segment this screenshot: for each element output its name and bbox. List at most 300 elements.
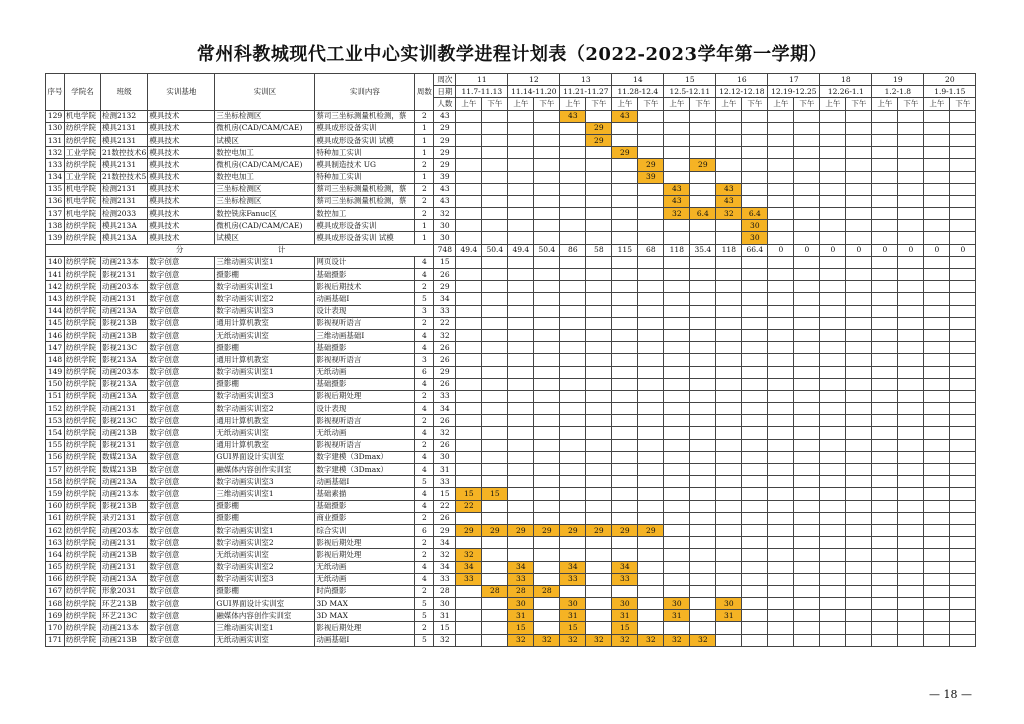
- schedule-cell: [872, 329, 898, 341]
- schedule-cell: [872, 549, 898, 561]
- row-college: 纺织学院: [65, 451, 101, 463]
- schedule-cell: [560, 122, 586, 134]
- schedule-cell: [742, 500, 768, 512]
- row-base: 数字创意: [148, 269, 215, 281]
- schedule-cell: 30: [612, 598, 638, 610]
- row-college: 纺织学院: [65, 232, 101, 244]
- schedule-cell: [560, 549, 586, 561]
- row-base: 数字创意: [148, 390, 215, 402]
- schedule-cell: [742, 366, 768, 378]
- schedule-cell: [664, 269, 690, 281]
- schedule-cell: [872, 208, 898, 220]
- schedule-cell: [638, 256, 664, 268]
- schedule-cell: [586, 317, 612, 329]
- schedule-cell: [638, 378, 664, 390]
- schedule-cell: [950, 500, 976, 512]
- schedule-cell: [872, 232, 898, 244]
- schedule-cell: [638, 317, 664, 329]
- schedule-cell: [872, 451, 898, 463]
- schedule-cell: [482, 622, 508, 634]
- schedule-cell: [638, 561, 664, 573]
- schedule-cell: [742, 524, 768, 536]
- schedule-cell: [508, 171, 534, 183]
- schedule-cell: [872, 403, 898, 415]
- schedule-cell: [898, 317, 924, 329]
- row-base: 数字创意: [148, 524, 215, 536]
- schedule-cell: [846, 159, 872, 171]
- row-class: 检测2033: [101, 208, 148, 220]
- schedule-cell: [664, 585, 690, 597]
- schedule-cell: [716, 537, 742, 549]
- schedule-cell: [924, 378, 950, 390]
- row-weeks: 4: [415, 256, 434, 268]
- row-content: 基础摄影: [315, 500, 415, 512]
- schedule-cell: [950, 622, 976, 634]
- schedule-cell: [508, 390, 534, 402]
- pm-label: 下午: [794, 98, 820, 110]
- schedule-cell: [560, 232, 586, 244]
- schedule-cell: [638, 329, 664, 341]
- schedule-cell: [820, 598, 846, 610]
- schedule-cell: [950, 293, 976, 305]
- schedule-cell: [794, 622, 820, 634]
- schedule-cell: [768, 269, 794, 281]
- schedule-cell: [690, 305, 716, 317]
- schedule-cell: [456, 451, 482, 463]
- schedule-cell: [950, 159, 976, 171]
- schedule-cell: [586, 220, 612, 232]
- schedule-cell: [716, 354, 742, 366]
- schedule-cell: [898, 585, 924, 597]
- schedule-cell: 31: [508, 610, 534, 622]
- schedule-cell: [794, 512, 820, 524]
- row-area: 通用计算机教室: [215, 354, 315, 366]
- schedule-cell: [898, 561, 924, 573]
- schedule-cell: [586, 549, 612, 561]
- schedule-cell: [794, 366, 820, 378]
- row-class: 影视213B: [101, 317, 148, 329]
- schedule-cell: [794, 585, 820, 597]
- schedule-cell: [664, 500, 690, 512]
- schedule-cell: [924, 159, 950, 171]
- row-area: 微机房(CAD/CAM/CAE): [215, 159, 315, 171]
- schedule-cell: [950, 171, 976, 183]
- schedule-cell: 34: [456, 561, 482, 573]
- schedule-cell: [534, 256, 560, 268]
- schedule-cell: [768, 220, 794, 232]
- table-row: [46, 269, 976, 281]
- schedule-cell: [846, 122, 872, 134]
- schedule-cell: [508, 415, 534, 427]
- schedule-cell: [820, 464, 846, 476]
- table-row: [46, 500, 976, 512]
- schedule-cell: [534, 415, 560, 427]
- schedule-cell: [534, 512, 560, 524]
- schedule-cell: [664, 549, 690, 561]
- schedule-cell: [534, 598, 560, 610]
- schedule-cell: [612, 159, 638, 171]
- schedule-cell: [534, 208, 560, 220]
- schedule-cell: [846, 610, 872, 622]
- schedule-cell: [586, 573, 612, 585]
- schedule-cell: [950, 329, 976, 341]
- schedule-cell: [820, 208, 846, 220]
- schedule-cell: [768, 476, 794, 488]
- schedule-cell: [560, 476, 586, 488]
- row-weeks: 2: [415, 159, 434, 171]
- schedule-cell: [534, 451, 560, 463]
- schedule-cell: [508, 512, 534, 524]
- schedule-cell: [612, 366, 638, 378]
- row-base: 数字创意: [148, 342, 215, 354]
- schedule-cell: [482, 378, 508, 390]
- schedule-cell: 32: [664, 634, 690, 646]
- schedule-cell: [794, 122, 820, 134]
- schedule-cell: [820, 451, 846, 463]
- row-seq: 132: [46, 147, 65, 159]
- schedule-cell: [924, 293, 950, 305]
- schedule-cell: [508, 366, 534, 378]
- row-area: 无纸动画实训室: [215, 634, 315, 646]
- schedule-cell: [664, 464, 690, 476]
- row-class: 环艺213B: [101, 598, 148, 610]
- table-row: [46, 464, 976, 476]
- schedule-cell: [846, 549, 872, 561]
- schedule-cell: [560, 488, 586, 500]
- schedule-cell: [534, 183, 560, 195]
- schedule-cell: [794, 524, 820, 536]
- schedule-cell: [898, 195, 924, 207]
- row-people: 29: [434, 122, 456, 134]
- row-content: 基础摄影: [315, 269, 415, 281]
- row-base: 模具技术: [148, 122, 215, 134]
- schedule-cell: [924, 122, 950, 134]
- schedule-cell: [508, 256, 534, 268]
- schedule-cell: [768, 183, 794, 195]
- row-content: 数字建模（3Dmax）: [315, 464, 415, 476]
- table-row: [46, 208, 976, 220]
- schedule-cell: [638, 537, 664, 549]
- schedule-cell: [612, 403, 638, 415]
- schedule-cell: [560, 342, 586, 354]
- schedule-cell: [560, 378, 586, 390]
- week-date-range: 12.19-12.25: [768, 86, 820, 98]
- col-header-class: 班级: [101, 74, 148, 111]
- schedule-cell: [534, 342, 560, 354]
- schedule-cell: [898, 329, 924, 341]
- rows-bottom: [46, 256, 976, 646]
- schedule-cell: [872, 610, 898, 622]
- schedule-cell: [534, 329, 560, 341]
- schedule-cell: [768, 171, 794, 183]
- schedule-cell: [846, 293, 872, 305]
- schedule-cell: [950, 439, 976, 451]
- schedule-cell: [456, 329, 482, 341]
- schedule-cell: [534, 110, 560, 122]
- row-area: 无纸动画实训室: [215, 427, 315, 439]
- schedule-cell: [612, 427, 638, 439]
- schedule-cell: [534, 220, 560, 232]
- schedule-cell: [820, 171, 846, 183]
- schedule-cell: [690, 415, 716, 427]
- schedule-cell: 29: [482, 524, 508, 536]
- row-weeks: 4: [415, 464, 434, 476]
- pm-label: 下午: [534, 98, 560, 110]
- row-area: 数字动画实训室2: [215, 403, 315, 415]
- schedule-cell: [586, 585, 612, 597]
- schedule-cell: [612, 476, 638, 488]
- schedule-cell: [950, 512, 976, 524]
- row-seq: 166: [46, 573, 65, 585]
- schedule-cell: [820, 561, 846, 573]
- pm-label: 下午: [950, 98, 976, 110]
- schedule-cell: [456, 110, 482, 122]
- schedule-cell: 31: [716, 610, 742, 622]
- row-college: 纺织学院: [65, 317, 101, 329]
- schedule-cell: [716, 147, 742, 159]
- row-content: 网页设计: [315, 256, 415, 268]
- row-people: 34: [434, 561, 456, 573]
- row-seq: 156: [46, 451, 65, 463]
- schedule-cell: [820, 329, 846, 341]
- schedule-cell: [638, 622, 664, 634]
- row-content: 影视后期处理: [315, 549, 415, 561]
- schedule-cell: [586, 208, 612, 220]
- schedule-cell: 29: [508, 524, 534, 536]
- schedule-cell: [482, 256, 508, 268]
- schedule-cell: [794, 403, 820, 415]
- schedule-cell: [898, 610, 924, 622]
- schedule-cell: 29: [612, 524, 638, 536]
- schedule-cell: [586, 561, 612, 573]
- row-area: 数字动画实训室2: [215, 293, 315, 305]
- row-area: 数字动画实训室2: [215, 561, 315, 573]
- schedule-cell: [612, 342, 638, 354]
- row-content: 无纸动画: [315, 573, 415, 585]
- row-weeks: 4: [415, 378, 434, 390]
- row-class: 环艺213C: [101, 610, 148, 622]
- schedule-cell: [846, 232, 872, 244]
- schedule-cell: [898, 537, 924, 549]
- schedule-cell: [950, 110, 976, 122]
- schedule-cell: [716, 622, 742, 634]
- row-content: 模具成形设备实训 试模: [315, 134, 415, 146]
- schedule-cell: [508, 476, 534, 488]
- schedule-cell: [846, 512, 872, 524]
- table-row: [46, 403, 976, 415]
- schedule-cell: [690, 256, 716, 268]
- schedule-cell: [768, 610, 794, 622]
- schedule-cell: [664, 488, 690, 500]
- row-weeks: 2: [415, 415, 434, 427]
- schedule-cell: [716, 390, 742, 402]
- schedule-cell: [638, 439, 664, 451]
- schedule-cell: [586, 293, 612, 305]
- schedule-cell: [924, 195, 950, 207]
- row-class: 模具213A: [101, 220, 148, 232]
- schedule-cell: 28: [534, 585, 560, 597]
- row-people: 43: [434, 110, 456, 122]
- row-people: 33: [434, 305, 456, 317]
- row-college: 纺织学院: [65, 134, 101, 146]
- row-weeks: 2: [415, 195, 434, 207]
- row-class: 形象2031: [101, 585, 148, 597]
- schedule-cell: [586, 390, 612, 402]
- schedule-cell: [690, 585, 716, 597]
- table-row: [46, 147, 976, 159]
- schedule-cell: [560, 317, 586, 329]
- schedule-cell: [924, 171, 950, 183]
- am-label: 上午: [560, 98, 586, 110]
- row-weeks: 2: [415, 439, 434, 451]
- row-content: 动画基础Ⅰ: [315, 476, 415, 488]
- schedule-cell: [950, 537, 976, 549]
- row-seq: 147: [46, 342, 65, 354]
- schedule-cell: [612, 390, 638, 402]
- schedule-cell: [924, 439, 950, 451]
- row-seq: 139: [46, 232, 65, 244]
- schedule-cell: [820, 537, 846, 549]
- schedule-cell: [664, 427, 690, 439]
- schedule-cell: [586, 415, 612, 427]
- schedule-cell: [690, 293, 716, 305]
- schedule-cell: 32: [690, 634, 716, 646]
- schedule-cell: [638, 610, 664, 622]
- schedule-cell: [794, 256, 820, 268]
- row-class: 检测2131: [101, 195, 148, 207]
- row-class: 动画2131: [101, 561, 148, 573]
- schedule-cell: [690, 220, 716, 232]
- total-value: 0: [820, 244, 846, 256]
- schedule-cell: [924, 403, 950, 415]
- row-seq: 158: [46, 476, 65, 488]
- schedule-cell: [950, 195, 976, 207]
- row-weeks: 2: [415, 537, 434, 549]
- row-base: 数字创意: [148, 293, 215, 305]
- row-area: 通用计算机教室: [215, 415, 315, 427]
- row-area: 摄影棚: [215, 269, 315, 281]
- row-base: 数字创意: [148, 610, 215, 622]
- table-row: [46, 573, 976, 585]
- schedule-cell: [586, 171, 612, 183]
- schedule-cell: [716, 427, 742, 439]
- schedule-cell: [560, 439, 586, 451]
- row-content: 蔡司三坐标测量机检测，蔡: [315, 195, 415, 207]
- row-class: 动画203本: [101, 281, 148, 293]
- schedule-cell: [820, 354, 846, 366]
- schedule-cell: [560, 195, 586, 207]
- table-row: [46, 159, 976, 171]
- schedule-cell: [924, 488, 950, 500]
- schedule-cell: [456, 232, 482, 244]
- schedule-cell: [586, 329, 612, 341]
- schedule-cell: [690, 281, 716, 293]
- schedule-cell: [950, 403, 976, 415]
- schedule-cell: [950, 354, 976, 366]
- row-people: 33: [434, 573, 456, 585]
- schedule-cell: [846, 427, 872, 439]
- pm-label: 下午: [638, 98, 664, 110]
- schedule-cell: [768, 195, 794, 207]
- schedule-cell: [924, 585, 950, 597]
- schedule-cell: [846, 208, 872, 220]
- schedule-cell: [924, 390, 950, 402]
- schedule-cell: [794, 610, 820, 622]
- schedule-cell: [612, 122, 638, 134]
- schedule-cell: [950, 524, 976, 536]
- schedule-cell: [742, 293, 768, 305]
- schedule-cell: [534, 378, 560, 390]
- row-class: 动画213本: [101, 622, 148, 634]
- schedule-cell: [612, 354, 638, 366]
- row-base: 数字创意: [148, 561, 215, 573]
- schedule-cell: [924, 537, 950, 549]
- schedule-cell: [560, 134, 586, 146]
- schedule-cell: [820, 488, 846, 500]
- row-content: 影视视听语言: [315, 354, 415, 366]
- schedule-cell: [612, 488, 638, 500]
- row-weeks: 1: [415, 134, 434, 146]
- schedule-cell: [846, 451, 872, 463]
- row-class: 模具2131: [101, 159, 148, 171]
- schedule-cell: [716, 171, 742, 183]
- schedule-cell: [456, 476, 482, 488]
- row-people: 39: [434, 171, 456, 183]
- schedule-cell: [742, 427, 768, 439]
- row-college: 纺织学院: [65, 561, 101, 573]
- row-seq: 168: [46, 598, 65, 610]
- schedule-cell: [794, 500, 820, 512]
- schedule-cell: [612, 537, 638, 549]
- week-date-range: 11.28-12.4: [612, 86, 664, 98]
- schedule-cell: [924, 549, 950, 561]
- schedule-cell: [898, 524, 924, 536]
- row-base: 数字创意: [148, 549, 215, 561]
- schedule-cell: [560, 403, 586, 415]
- schedule-cell: [846, 281, 872, 293]
- schedule-cell: [742, 122, 768, 134]
- total-value: 0: [846, 244, 872, 256]
- row-seq: 169: [46, 610, 65, 622]
- schedule-cell: [898, 622, 924, 634]
- schedule-cell: [612, 171, 638, 183]
- schedule-cell: [950, 232, 976, 244]
- schedule-cell: [482, 305, 508, 317]
- row-content: 数控加工: [315, 208, 415, 220]
- schedule-cell: [950, 573, 976, 585]
- schedule-cell: [664, 561, 690, 573]
- schedule-cell: [508, 317, 534, 329]
- schedule-cell: [456, 122, 482, 134]
- schedule-cell: [742, 378, 768, 390]
- schedule-cell: [950, 585, 976, 597]
- table-row: [46, 195, 976, 207]
- row-college: 纺织学院: [65, 281, 101, 293]
- total-value: 118: [664, 244, 690, 256]
- row-seq: 138: [46, 220, 65, 232]
- schedule-cell: [456, 317, 482, 329]
- schedule-cell: [690, 403, 716, 415]
- schedule-cell: 32: [456, 549, 482, 561]
- schedule-cell: [482, 512, 508, 524]
- week-number: 16: [716, 74, 768, 86]
- schedule-cell: 28: [508, 585, 534, 597]
- row-seq: 155: [46, 439, 65, 451]
- schedule-cell: [794, 159, 820, 171]
- people-label: 人数: [434, 98, 456, 110]
- schedule-cell: [456, 378, 482, 390]
- row-area: 融媒体内容创作实训室: [215, 464, 315, 476]
